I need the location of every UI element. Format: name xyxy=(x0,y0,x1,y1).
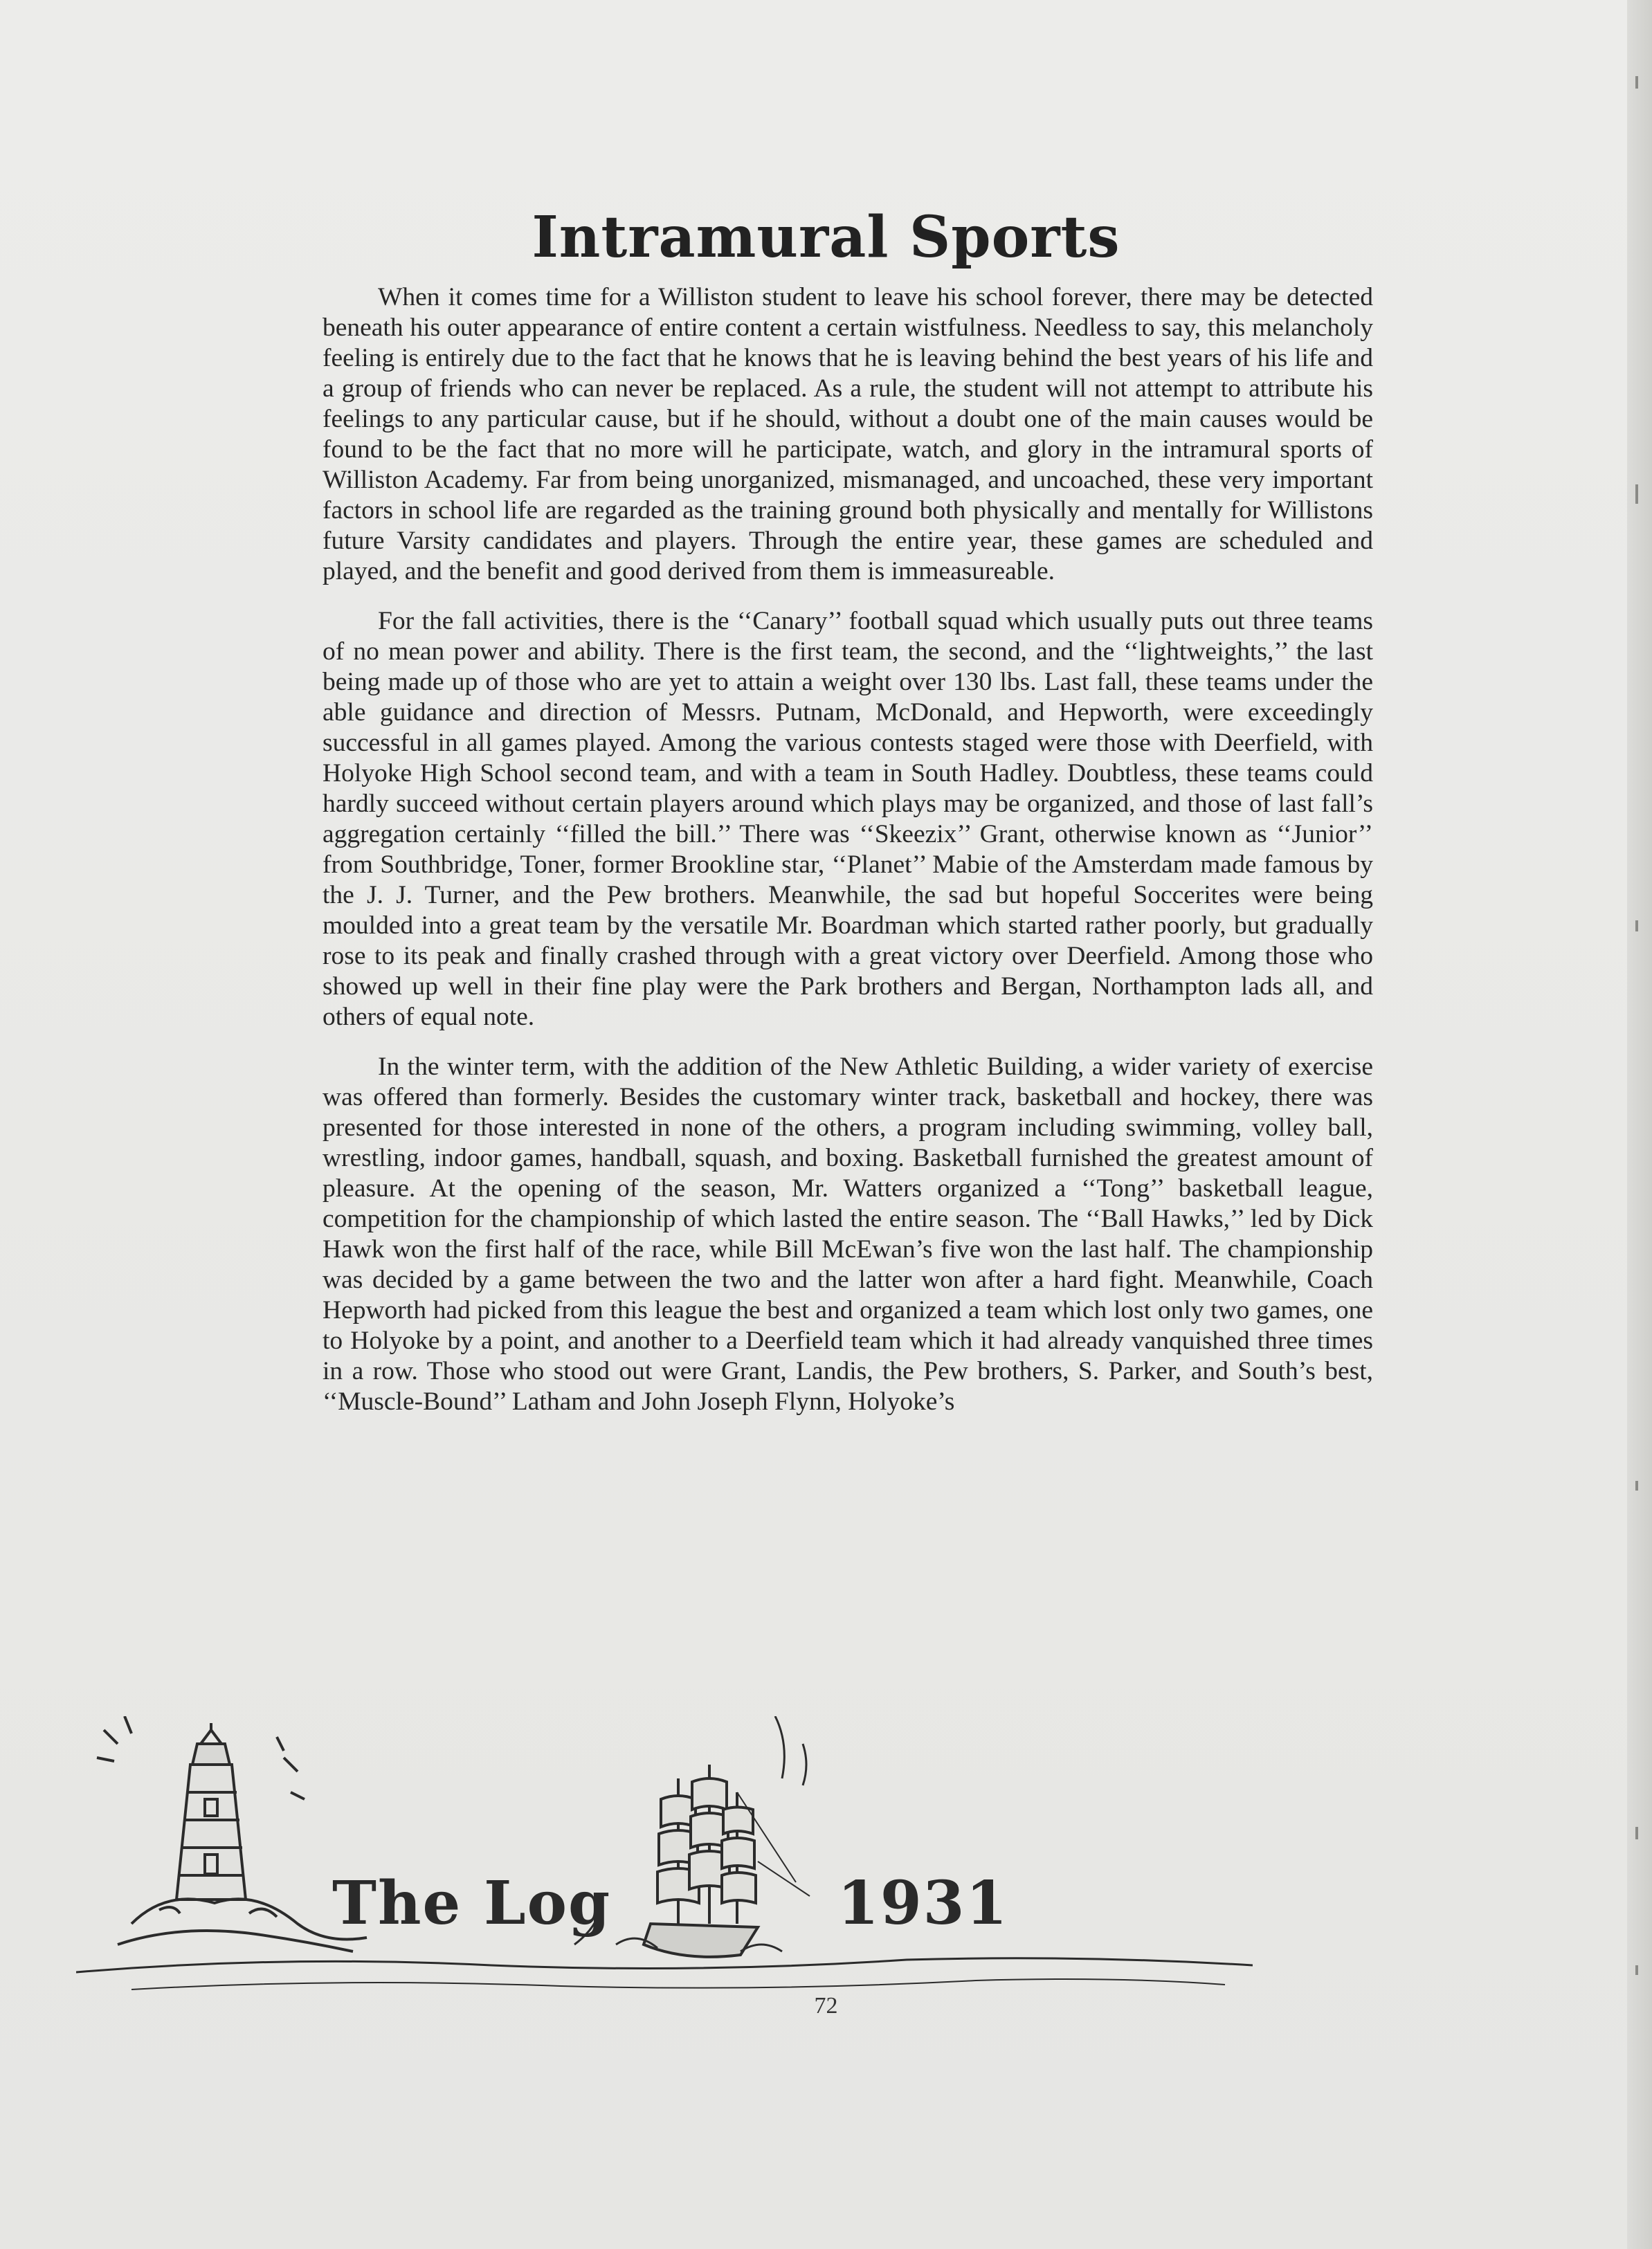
footer-illustration xyxy=(76,1716,1253,2007)
lighthouse-icon xyxy=(97,1716,367,1951)
paragraph-2: For the fall activities, there is the ‘‘Canary’’ football squad which usually puts out three teams of no mean power and ability. There is the first team, the second, and the ‘‘lightweights,’’ the last being made up of those who are yet to attain a weight over 130 lbs. Last fall, these teams under the able guidance and direction of Messrs. Putnam, McDonald, and Hepworth, were exceedingly successful in all games played. Among the various contests staged were those with Deerfield, with Holyoke High School second team, and with a team in South Hadley. Doubtless, these teams could hardly succeed without certain players around which plays may be organized, and those of last fall’s aggregation certainly ‘‘filled the bill.’’ There was ‘‘Skeezix’’ Grant, otherwise known as ‘‘Junior’’ from Southbridge, Toner, former Brookline star, ‘‘Planet’’ Mabie of the Amsterdam made famous by the J. J. Turner, and the Pew brothers. Meanwhile, the sad but hopeful Soccerites were being moulded into a great team by the versatile Mr. Boardman which started rather poorly, but gradually rose to its peak and finally crashed through with a great victory over Deerfield. Among those who showed up well in their fine play were the Park brothers and Bergan, Northampton lads all, and others of equal note. xyxy=(323,607,1373,1031)
page-binding-edge xyxy=(1627,0,1652,2249)
page-number: 72 xyxy=(814,1993,838,2019)
paragraph-3: In the winter term, with the addition of the New Athletic Building, a wider variety of exercise was offered than formerly. Besides the customary winter track, basketball and hockey, there was presented for those interested in none of the others, a program including swimming, volley ball, wrestling, indoor games, handball, squash, and boxing. Basketball furnished the greatest amount of pleasure. At the opening of the season, Mr. Watters organized a ‘‘Tong’’ basketball league, competition for the championship of which lasted the entire season. The ‘‘Ball Hawks,’’ led by Dick Hawk won the first half of the race, while Bill McEwan’s five won the last half. The championship was decided by a game between the two and the latter won after a hard fight. Meanwhile, Coach Hepworth had picked from this league the best and organized a team which lost only two games, one to Holyoke by a point, and another to a Deerfield team which it had already vanquished three times in a row. Those who stood out were Grant, Landis, the Pew brothers, S. Parker, and South’s best, ‘‘Muscle-Bound’’ Latham and John Joseph Flynn, Holyoke’s xyxy=(323,1053,1373,1416)
article-body xyxy=(323,282,1373,1437)
footer-the-log-label: The Log xyxy=(332,1868,612,1938)
paragraph-1: When it comes time for a Williston student to leave his school forever, there may be detected beneath his outer appearance of entire content a certain wistfulness. Needless to say, this melancholy feeling is entirely due to the fact that he knows that he is leaving behind the best years of his life and a group of friends who can never be replaced. As a rule, the student will not attempt to attribute his feelings to any particular cause, but if he should, without a doubt one of the main causes would be found to be the fact that no more will he participate, watch, and glory in the intramural sports of Williston Academy. Far from being unorganized, mismanaged, and uncoached, these very important factors in school life are regarded as the training ground both physically and mentally for Willistons future Varsity candidates and players. Through the entire year, these games are scheduled and played, and the benefit and good derived from them is immeasureable. xyxy=(323,283,1373,585)
page-title: Intramural Sports xyxy=(532,204,1120,271)
footer-year-label: 1931 xyxy=(837,1868,1009,1938)
